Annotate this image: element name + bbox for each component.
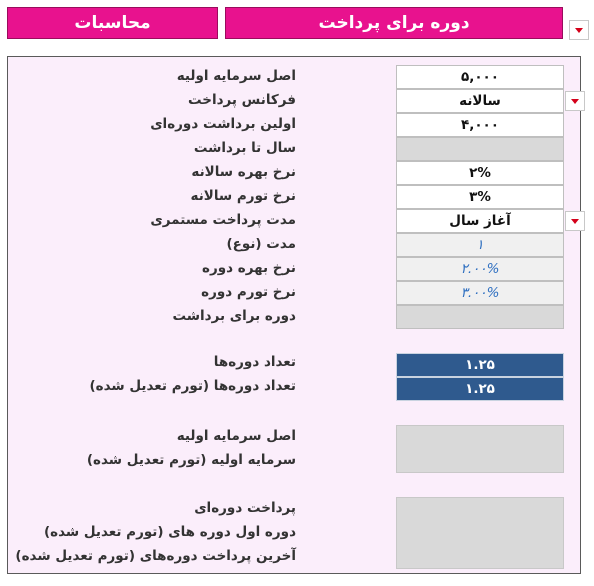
annuity-timing-value: آغاز سال [449,213,511,229]
period-interest-cell [396,257,564,281]
label-period-inflation: نرخ تورم دوره [201,284,296,300]
initial-principal-value: ۵,۰۰۰ [460,69,500,85]
label-first-period-adjusted: دوره اول دوره های (تورم تعدیل شده) [43,524,296,540]
label-last-payment-adjusted: آخرین پرداخت دوره‌های (تورم تعدیل شده) [15,548,296,564]
number-of-periods-adjusted-value: ۱.۲۵ [465,381,495,397]
principal-result-block [396,425,564,473]
number-of-periods-adjusted-cell [396,377,564,401]
initial-principal-input[interactable] [396,65,564,89]
label-periods-for-withdrawal: دوره برای برداشت [172,308,296,324]
label-annuity-timing: مدت پرداخت مستمری [150,212,296,228]
first-withdrawal-value: ۴,۰۰۰ [460,117,500,133]
payment-frequency-select[interactable] [396,89,564,113]
period-interest-value: ۲.۰۰% [460,261,500,277]
period-inflation-cell [396,281,564,305]
payment-frequency-dropdown-button[interactable] [565,91,585,111]
label-number-of-periods: تعداد دوره‌ها [213,354,296,370]
label-number-of-periods-adjusted: تعداد دوره‌ها (تورم تعدیل شده) [89,378,296,394]
label-timing-type: مدت (نوع) [226,236,296,252]
payment-frequency-value: سالانه [459,93,501,109]
annuity-timing-select[interactable] [396,209,564,233]
label-years-to-withdrawal: سال تا برداشت [193,140,296,156]
number-of-periods-cell [396,353,564,377]
label-first-withdrawal: اولین برداشت دوره‌ای [150,116,296,132]
label-initial-principal-adjusted: سرمایه اولیه (تورم تعدیل شده) [86,452,296,468]
periods-for-withdrawal-cell [396,305,564,329]
label-initial-principal-2: اصل سرمایه اولیه [176,428,296,444]
label-annual-interest: نرخ بهره سالانه [191,164,296,180]
calculations-header [7,7,218,39]
input-panel [7,56,581,574]
chevron-down-icon [571,99,579,104]
label-payment-frequency: فرکانس پرداخت [187,92,296,108]
chevron-down-icon [571,219,579,224]
annual-inflation-value: ۳% [469,189,491,205]
timing-type-cell [396,233,564,257]
annual-interest-value: ۲% [469,165,491,181]
label-periodic-payment: پرداخت دوره‌ای [194,500,296,516]
years-to-withdrawal-cell[interactable] [396,137,564,161]
label-period-interest: نرخ بهره دوره [201,260,296,276]
main-title: دوره برای پرداخت [318,13,470,33]
first-withdrawal-input[interactable] [396,113,564,137]
annual-interest-input[interactable] [396,161,564,185]
annuity-timing-dropdown-button[interactable] [565,211,585,231]
timing-type-value: ۱ [476,237,484,253]
chevron-down-icon [575,28,583,33]
main-header [225,7,563,39]
payment-result-block [396,497,564,569]
label-annual-inflation: نرخ تورم سالانه [190,188,296,204]
calculations-title: محاسبات [74,13,151,33]
number-of-periods-value: ۱.۲۵ [465,357,495,373]
period-inflation-value: ۳.۰۰% [460,285,500,301]
header-dropdown-button[interactable] [569,20,589,40]
annual-inflation-input[interactable] [396,185,564,209]
label-initial-principal: اصل سرمایه اولیه [176,68,296,84]
